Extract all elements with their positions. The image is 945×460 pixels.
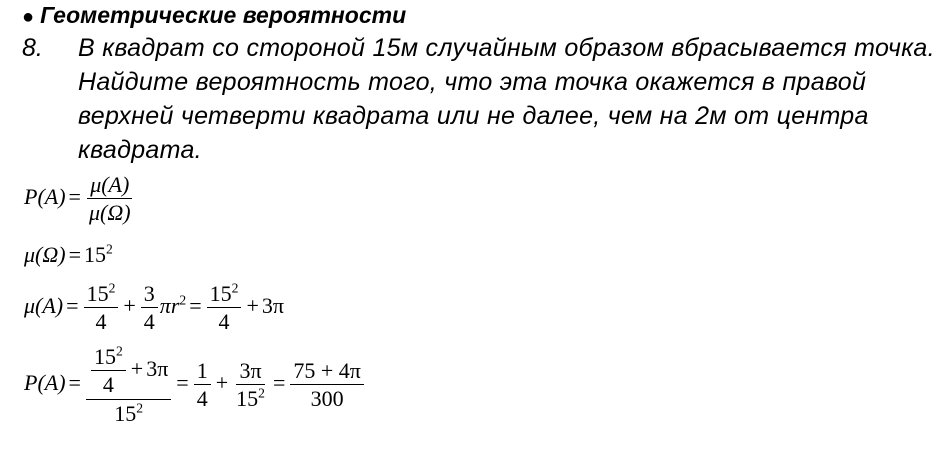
section-heading xyxy=(22,2,406,29)
fraction xyxy=(290,358,364,412)
power-exponent: 2 xyxy=(136,400,144,416)
equals-sign: = xyxy=(68,242,82,267)
problem-line-1: В квадрат со стороной 15м случайным образом вбрасывается точка. xyxy=(78,34,935,62)
power-base: 15 xyxy=(114,400,137,426)
fraction-numerator xyxy=(84,281,119,308)
fraction-denominator: 4 xyxy=(95,309,107,335)
power-exponent: 2 xyxy=(258,385,265,401)
power-base: 15 xyxy=(93,344,116,369)
fraction-numerator xyxy=(207,281,242,308)
fraction-numerator: 1 xyxy=(194,358,211,385)
fraction-numerator: μ(A) xyxy=(87,172,132,199)
fraction xyxy=(207,281,242,335)
equals-sign: = xyxy=(176,369,189,395)
fraction xyxy=(194,358,211,412)
power-exponent: 2 xyxy=(108,280,116,296)
fraction xyxy=(84,281,119,335)
bullet-icon: ● xyxy=(22,6,35,28)
fraction-denominator: 300 xyxy=(310,386,344,412)
formula-probability-result xyxy=(24,344,366,426)
fraction-denominator: μ(Ω) xyxy=(88,200,131,226)
fraction-numerator: 3 xyxy=(141,281,158,308)
compound-fraction xyxy=(86,344,171,426)
pi-r-term: πr xyxy=(159,292,180,318)
equals-sign: = xyxy=(66,292,79,318)
equals-sign: = xyxy=(189,292,202,318)
fraction xyxy=(141,281,158,335)
plus-sign: + xyxy=(123,292,136,318)
equals-sign: = xyxy=(272,369,286,395)
problem-line-4: квадрата. xyxy=(78,136,202,164)
inner-fraction xyxy=(91,344,126,398)
formula-event-measure xyxy=(24,281,284,335)
formula-total-measure xyxy=(24,242,113,268)
fraction-denominator: 4 xyxy=(196,386,208,412)
formula-lhs: μ(A) xyxy=(24,292,64,318)
section-title: Геометрические вероятности xyxy=(40,2,407,28)
problem-number: 8. xyxy=(22,34,43,62)
formula-lhs: μ(Ω) xyxy=(24,242,66,267)
power-exponent: 2 xyxy=(115,343,123,359)
fraction-numerator xyxy=(86,344,171,400)
problem-line-3: верхней четверти квадрата или не далее, чем на 2м от центра xyxy=(78,102,869,130)
formula-probability-definition xyxy=(24,172,136,226)
fraction xyxy=(233,358,268,412)
power-exponent: 2 xyxy=(106,241,113,257)
power-base: 15 xyxy=(236,386,259,412)
power-base: 15 xyxy=(209,281,232,306)
fraction-denominator: 4 xyxy=(102,372,114,398)
fraction-denominator xyxy=(233,385,268,411)
plus-sign: + xyxy=(246,292,259,318)
fraction-numerator xyxy=(91,344,126,371)
power-exponent: 2 xyxy=(179,292,187,308)
equals-sign: = xyxy=(68,369,81,395)
formula-lhs: P(A) xyxy=(24,183,66,209)
plus-sign: + xyxy=(215,369,229,395)
equals-sign: = xyxy=(68,183,81,209)
term: 3π xyxy=(261,292,284,318)
fraction-denominator xyxy=(111,400,146,426)
fraction-numerator: 3π xyxy=(236,358,264,385)
problem-line-2: Найдите вероятность того, что эта точка окажется в правой xyxy=(78,68,867,96)
power-exponent: 2 xyxy=(231,280,239,296)
fraction-denominator: 4 xyxy=(218,309,230,335)
formula-lhs: P(A) xyxy=(24,369,66,395)
plus-sign: + xyxy=(130,355,144,381)
fraction-denominator: 4 xyxy=(143,309,155,335)
term: 3π xyxy=(146,355,169,381)
fraction xyxy=(86,172,134,226)
fraction-numerator: 75 + 4π xyxy=(290,358,364,385)
power-base: 15 xyxy=(84,242,107,267)
power-base: 15 xyxy=(86,281,109,306)
